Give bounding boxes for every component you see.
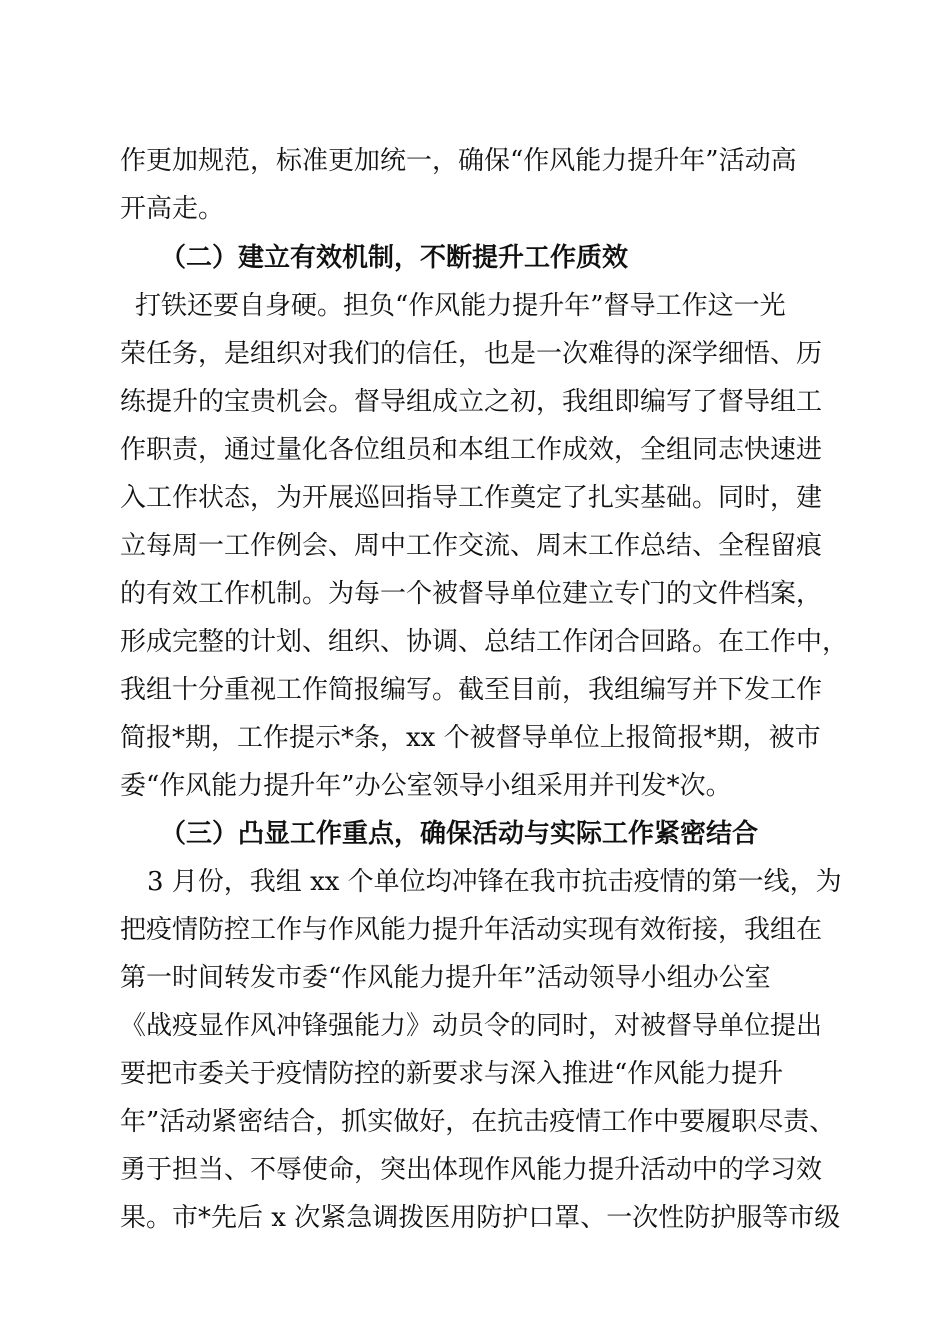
- text-line: 作职责，通过量化各位组员和本组工作成效，全组同志快速进: [120, 435, 823, 465]
- text-line: 要把市委关于疫情防控的新要求与深入推进“作风能力提升: [120, 1059, 784, 1089]
- text-line: 形成完整的计划、组织、协调、总结工作闭合回路。在工作中，: [120, 627, 849, 657]
- text-line: 3 月份，我组 xx 个单位均冲锋在我市抗击疫情的第一线，为: [147, 867, 842, 897]
- section-heading: （二）建立有效机制，不断提升工作质效: [160, 243, 629, 273]
- text-line: 开高走。: [120, 194, 225, 224]
- text-line: 立每周一工作例会、周中工作交流、周末工作总结、全程留痕: [120, 531, 823, 561]
- text-line: 打铁还要自身硬。担负“作风能力提升年”督导工作这一光: [135, 291, 786, 321]
- text-line: 简报*期，工作提示*条，xx 个被督导单位上报简报*期，被市: [120, 723, 821, 753]
- text-line: 入工作状态，为开展巡回指导工作奠定了扎实基础。同时，建: [120, 483, 823, 513]
- text-line: 荣任务，是组织对我们的信任，也是一次难得的深学细悟、历: [120, 339, 823, 369]
- text-line: 的有效工作机制。为每一个被督导单位建立专门的文件档案，: [120, 579, 823, 609]
- text-line: 果。市*先后 x 次紧急调拨医用防护口罩、一次性防护服等市级: [120, 1203, 841, 1233]
- section-heading: （三）凸显工作重点，确保活动与实际工作紧密结合: [160, 819, 759, 849]
- text-line: 委“作风能力提升年”办公室领导小组采用并刊发*次。: [120, 771, 732, 801]
- text-line: 第一时间转发市委“作风能力提升年”活动领导小组办公室: [120, 963, 771, 993]
- text-line: 勇于担当、不辱使命，突出体现作风能力提升活动中的学习效: [120, 1155, 823, 1185]
- text-line: 我组十分重视工作简报编写。截至目前，我组编写并下发工作: [120, 675, 823, 705]
- text-line: 作更加规范，标准更加统一，确保“作风能力提升年”活动高: [120, 146, 797, 176]
- text-line: 练提升的宝贵机会。督导组成立之初，我组即编写了督导组工: [120, 387, 823, 417]
- text-line: 《战疫显作风冲锋强能力》动员令的同时，对被督导单位提出: [120, 1011, 823, 1041]
- text-line: 把疫情防控工作与作风能力提升年活动实现有效衔接，我组在: [120, 915, 823, 945]
- text-line: 年”活动紧密结合，抓实做好，在抗击疫情工作中要履职尽责、: [120, 1107, 836, 1137]
